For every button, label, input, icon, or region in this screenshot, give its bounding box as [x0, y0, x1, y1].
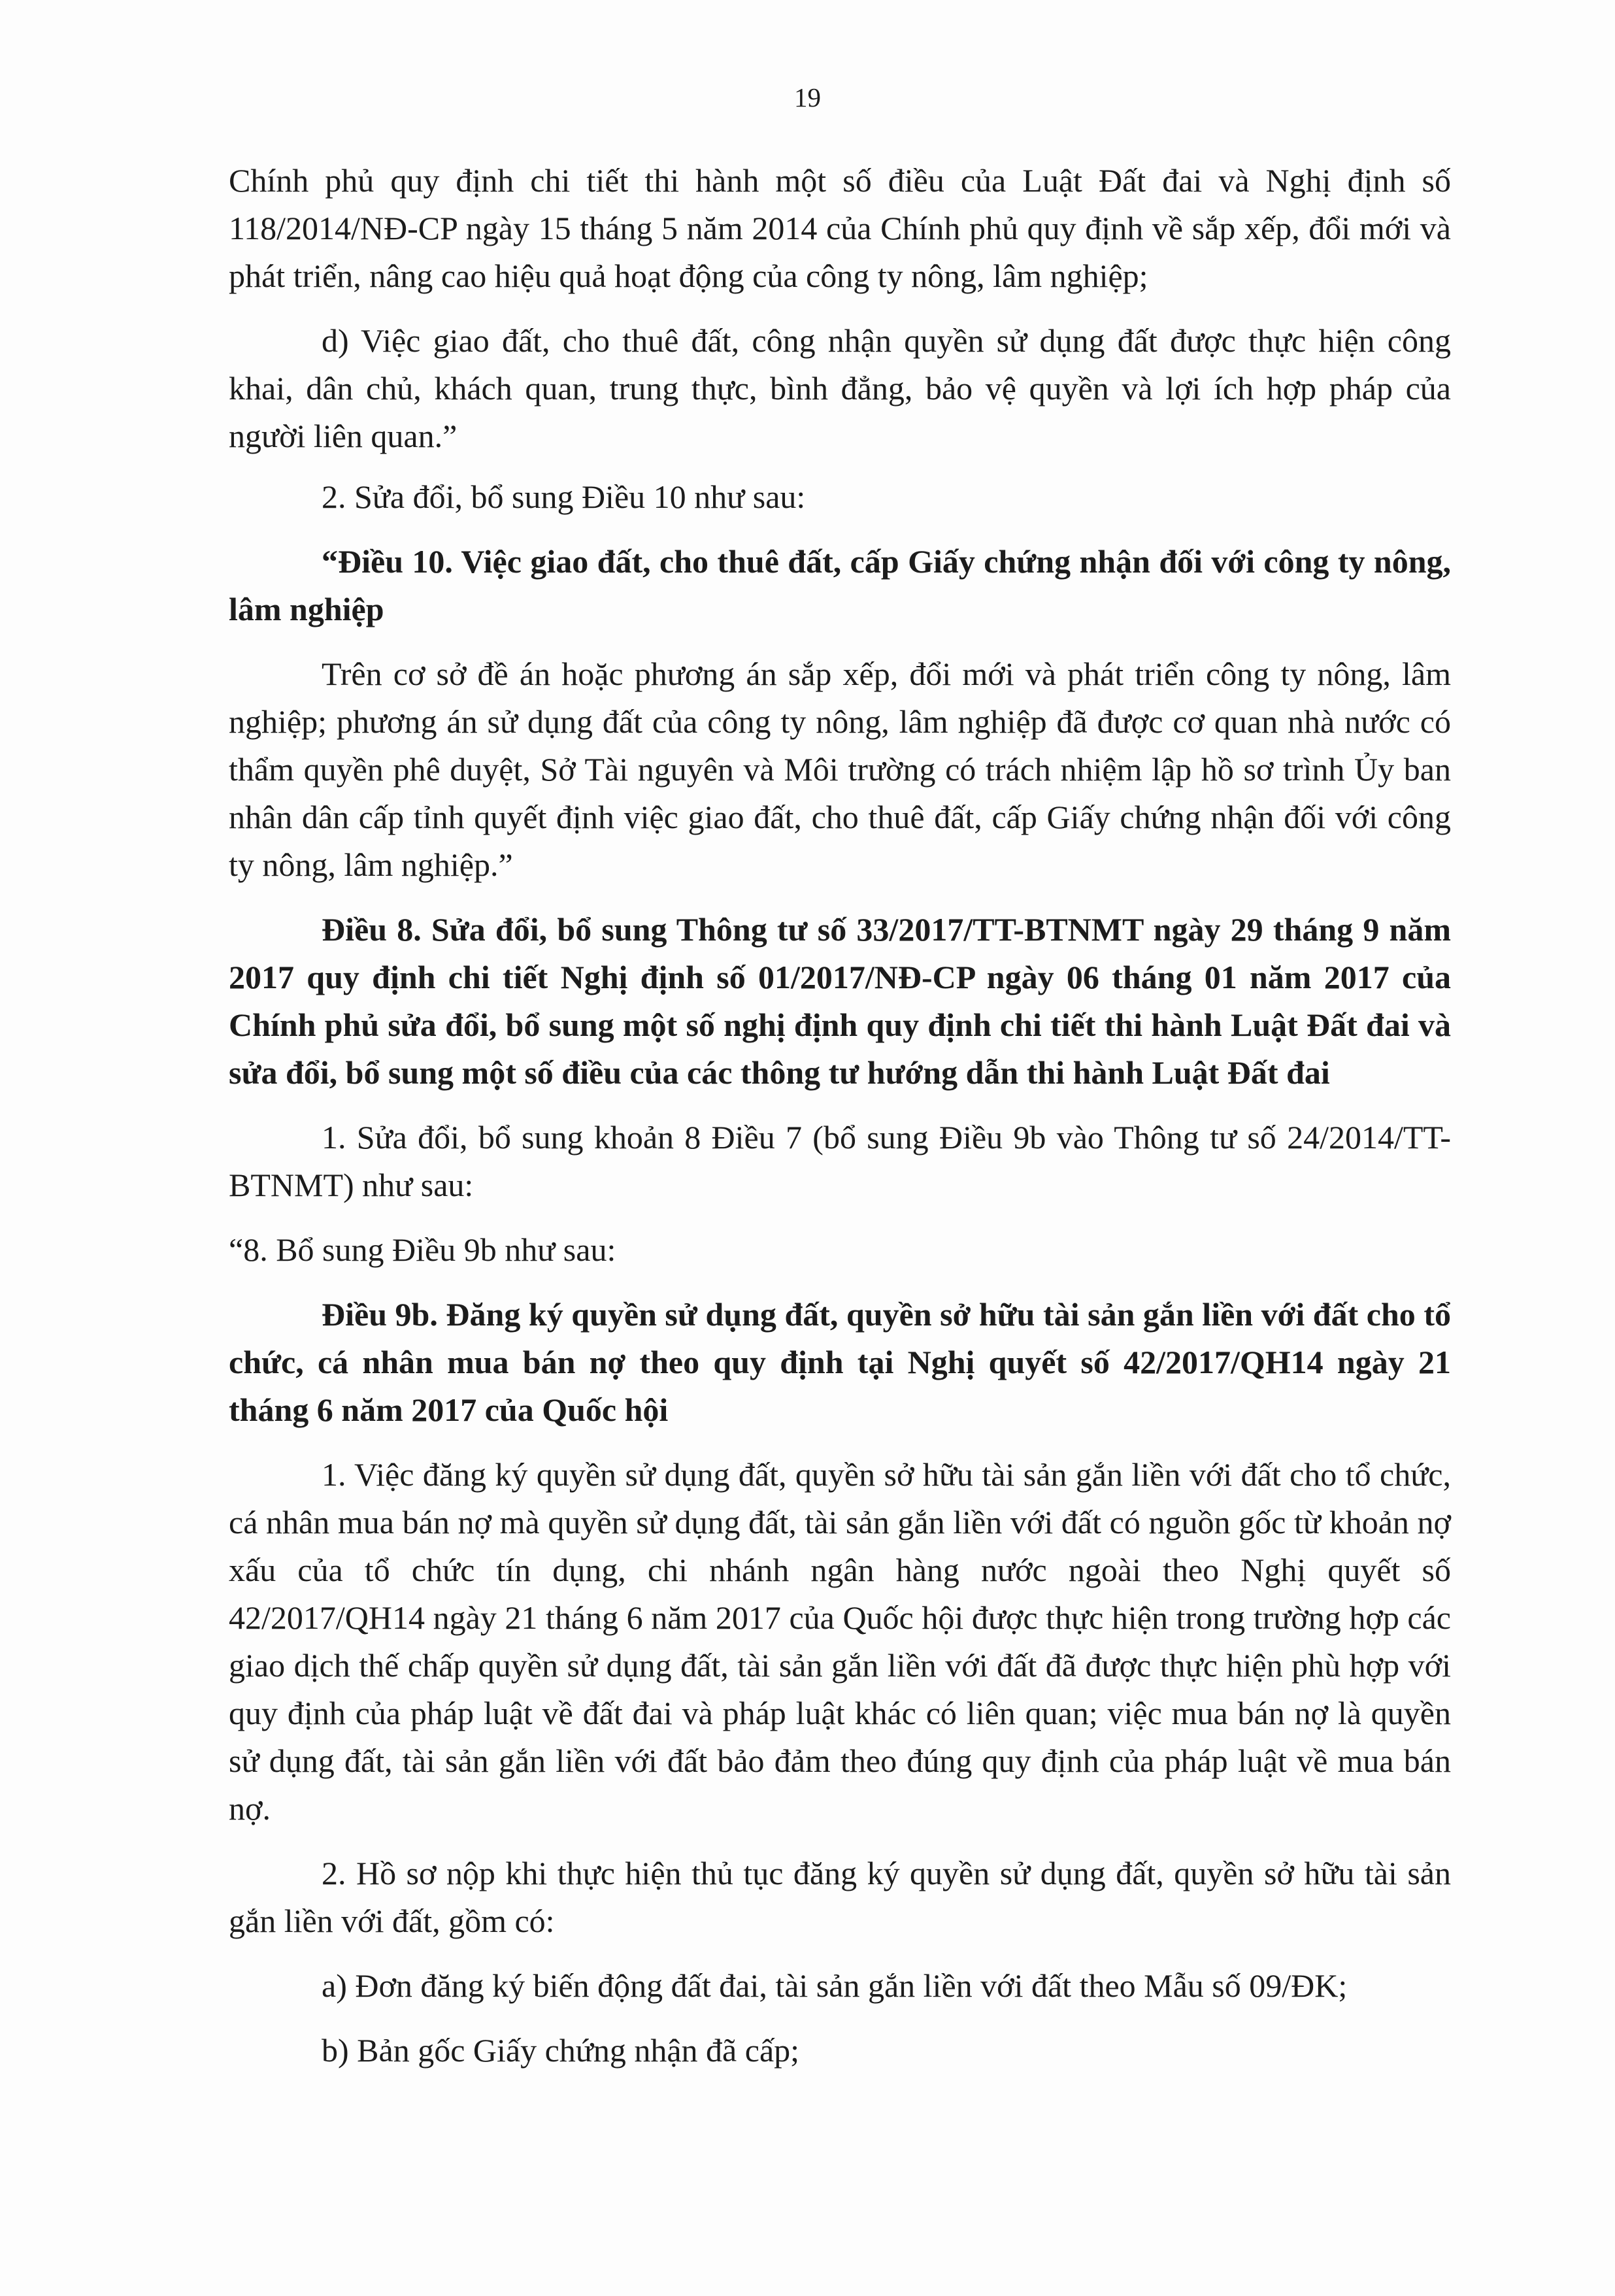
paragraph-amend-article-10: 2. Sửa đổi, bổ sung Điều 10 như sau: — [322, 478, 806, 515]
paragraph-article-10-body: Trên cơ sở đề án hoặc phương án sắp xếp, đổi mới và phát triển công ty nông, lâm nghiệp; phương án sử dụng đất của công ty nông, lâm nghiệp đã được cơ quan nhà nước có thẩm quyền phê duyệt, Sở Tài nguyên và Môi trường có trách nhiệm lập hồ sơ trình Ủy ban nhân dân cấp tỉnh quyết định việc giao đất, cho thuê đất, cấp Giấy chứng nhận đối với công ty nông, lâm nghiệp.” — [229, 656, 1451, 883]
paragraph-add-article-9b: “8. Bổ sung Điều 9b như sau: — [229, 1231, 616, 1268]
paragraph-9b-clause-2: 2. Hồ sơ nộp khi thực hiện thủ tục đăng ký quyền sử dụng đất, quyền sở hữu tài sản gắn liền với đất, gồm có: — [229, 1855, 1451, 1939]
heading-article-10: “Điều 10. Việc giao đất, cho thuê đất, cấp Giấy chứng nhận đối với công ty nông, lâm nghiệp — [229, 543, 1451, 627]
paragraph-9b-item-a: a) Đơn đăng ký biến động đất đai, tài sản gắn liền với đất theo Mẫu số 09/ĐK; — [322, 1967, 1348, 2004]
paragraph-9b-item-b: b) Bản gốc Giấy chứng nhận đã cấp; — [322, 2032, 800, 2069]
paragraph-item-d: d) Việc giao đất, cho thuê đất, công nhận quyền sử dụng đất được thực hiện công khai, dân chủ, khách quan, trung thực, bình đẳng, bảo vệ quyền và lợi ích hợp pháp của người liên quan.” — [229, 322, 1451, 454]
paragraph-amend-clause-8: 1. Sửa đổi, bổ sung khoản 8 Điều 7 (bổ sung Điều 9b vào Thông tư số 24/2014/TT-BTNMT) như sau: — [229, 1119, 1451, 1203]
paragraph-continuation: Chính phủ quy định chi tiết thi hành một số điều của Luật Đất đai và Nghị định số 118/2014/NĐ-CP ngày 15 tháng 5 năm 2014 của Chính phủ quy định về sắp xếp, đổi mới và phát triển, nâng cao hiệu quả hoạt động của công ty nông, lâm nghiệp; — [229, 162, 1451, 294]
paragraph-9b-clause-1: 1. Việc đăng ký quyền sử dụng đất, quyền sở hữu tài sản gắn liền với đất cho tổ chức, cá nhân mua bán nợ mà quyền sử dụng đất, tài sản gắn liền với đất có nguồn gốc từ khoản nợ xấu của tổ chức tín dụng, chi nhánh ngân hàng nước ngoài theo Nghị quyết số 42/2017/QH14 ngày 21 tháng 6 năm 2017 của Quốc hội được thực hiện trong trường hợp các giao dịch thế chấp quyền sử dụng đất, tài sản gắn liền với đất đã được thực hiện phù hợp với quy định của pháp luật về đất đai và pháp luật khác có liên quan; việc mua bán nợ là quyền sử dụng đất, tài sản gắn liền với đất bảo đảm theo đúng quy định của pháp luật về mua bán nợ. — [229, 1456, 1451, 1827]
document-body — [229, 157, 1451, 2091]
page-number: 19 — [794, 82, 821, 112]
heading-article-8: Điều 8. Sửa đổi, bổ sung Thông tư số 33/2017/TT-BTNMT ngày 29 tháng 9 năm 2017 quy định chi tiết Nghị định số 01/2017/NĐ-CP ngày 06 tháng 01 năm 2017 của Chính phủ sửa đổi, bổ sung một số nghị định quy định chi tiết thi hành Luật Đất đai và sửa đổi, bổ sung một số điều của các thông tư hướng dẫn thi hành Luật Đất đai — [229, 911, 1451, 1091]
heading-article-9b: Điều 9b. Đăng ký quyền sử dụng đất, quyền sở hữu tài sản gắn liền với đất cho tổ chức, cá nhân mua bán nợ theo quy định tại Nghị quyết số 42/2017/QH14 ngày 21 tháng 6 năm 2017 của Quốc hội — [229, 1296, 1451, 1428]
